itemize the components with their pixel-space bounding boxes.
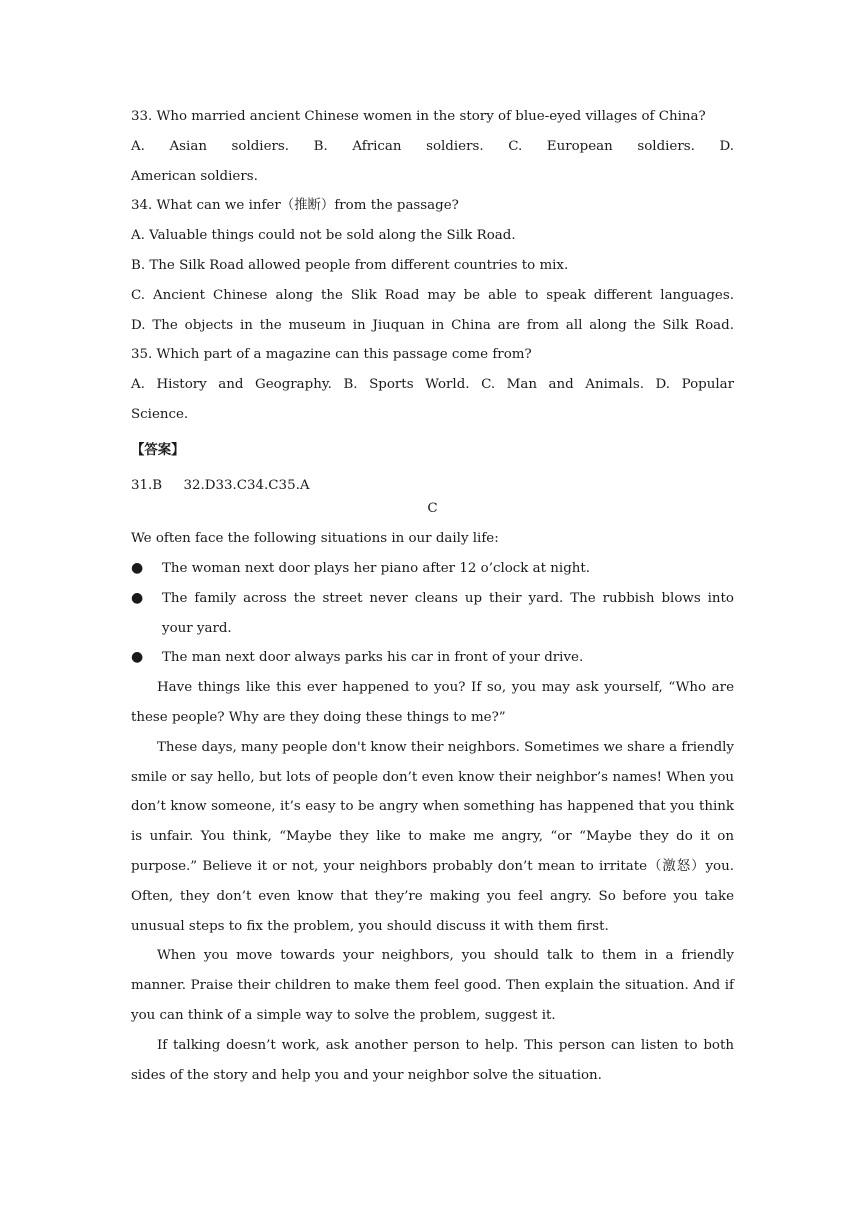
question-35-stem: 35. Which part of a magazine can this passage come from?	[131, 347, 532, 363]
bullet-icon: ●	[131, 649, 144, 666]
question-33-options	[131, 132, 734, 162]
question-33-stem: 33. Who married ancient Chinese women in the story of blue-eyed villages of China?	[131, 109, 706, 124]
paragraph: If talking doesn’t work, ask another person to help. This person can listen to both sides of the story and help you and your neighbor solve the situation.	[131, 1037, 734, 1083]
option-c: C. Ancient Chinese along the Slik Road may be able to speak different languages.	[131, 287, 734, 303]
passage-intro: We often face the following situations in our daily life:	[131, 531, 499, 547]
list-item: ● The man next door always parks his car in front of your drive.	[131, 643, 734, 673]
paragraph: Have things like this ever happened to you? If so, you may ask yourself, “Who are these people? Why are they doing these things to me?”	[131, 680, 734, 725]
answers-32-35: 32.D33.C34.C35.A	[183, 477, 310, 493]
bullet-icon: ●	[131, 589, 144, 606]
answer-heading: 【答案】	[131, 441, 185, 458]
option-d: D. Popular	[655, 377, 734, 393]
document-page	[131, 102, 734, 1090]
option-d-continuation: American soldiers.	[131, 168, 258, 184]
option-d: D.	[719, 138, 734, 154]
option-c: C. European soldiers.	[508, 138, 695, 154]
paragraph: These days, many people don't know their neighbors. Sometimes we share a friendly smile or say hello, but lots of people don’t even know their neighbor’s names! When you don’t know someone, it’s easy to be angry when something has happened that you think is unfair. You think, “Maybe they like to make me angry, “or “Maybe they do it on purpose.” Believe it or not, your neighbors probably don’t mean to irritate（激怒）you. Often, they don’t even know that they’re making you feel angry. So before you take unusual steps to fix the problem, you should discuss it with them first.	[131, 739, 734, 934]
question-34-stem: 34. What can we infer（推断）from the passage?	[131, 198, 459, 214]
option-a: A. Asian soldiers.	[131, 138, 290, 154]
section-letter: C	[427, 501, 438, 517]
option-b: B. African soldiers.	[313, 138, 484, 154]
option-d-continuation: Science.	[131, 406, 189, 422]
list-item: ● The family across the street never cleans up their yard. The rubbish blows into your yard.	[131, 584, 734, 644]
paragraph: When you move towards your neighbors, you should talk to them in a friendly manner. Praise their children to make them feel good. Then explain the situation. And if you can think of a simple way to solve the problem, suggest it.	[131, 948, 734, 1023]
option-d: D. The objects in the museum in Jiuquan in China are from all along the Silk Road.	[131, 317, 734, 333]
option-b: B. Sports World.	[343, 377, 470, 393]
list-item: ● The woman next door plays her piano after 12 o’clock at night.	[131, 554, 734, 584]
answer-31: 31.B	[131, 477, 163, 493]
option-b: B. The Silk Road allowed people from different countries to mix.	[131, 257, 569, 273]
bullet-icon: ●	[131, 559, 144, 576]
option-a: A. History and Geography.	[131, 377, 332, 393]
option-a: A. Valuable things could not be sold along the Silk Road.	[131, 228, 516, 244]
option-c: C. Man and Animals.	[481, 377, 644, 393]
question-35-options	[131, 370, 734, 400]
